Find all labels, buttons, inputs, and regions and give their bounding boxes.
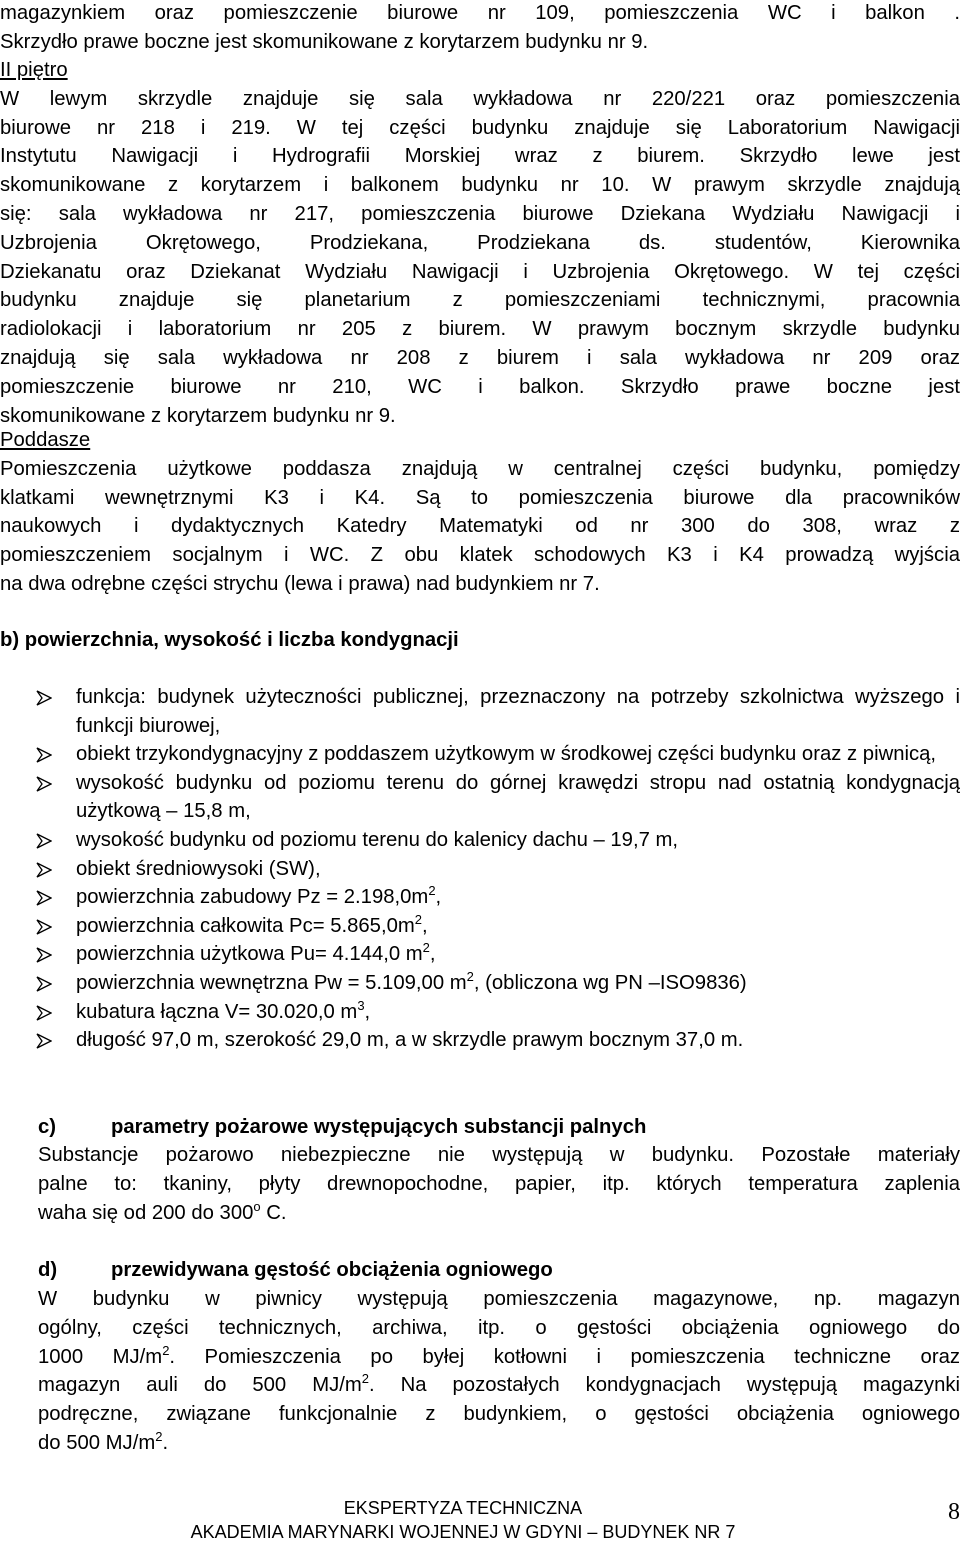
text-line: Dziekanatu oraz Dziekanat Wydziału Nawigacji i Uzbrojenia Okrętowego. W tej części (0, 260, 960, 283)
text-line: budynku znajduje się planetarium z pomieszczeniami technicznymi, pracownia (0, 289, 960, 312)
text-line: 1000 $MJ/m^2$. Pomieszczenia po byłej kotłowni i pomieszczenia techniczne oraz (38, 1342, 960, 1368)
footer-title: EKSPERTYZA TECHNICZNA (343, 1498, 583, 1518)
section-c-body (38, 1141, 960, 1227)
attic-section (0, 426, 960, 599)
footer-subtitle: AKADEMIA MARYNARKI WOJENNEJ W GDYNI – BUDYNEK NR 7 (190, 1522, 736, 1542)
arrowhead-bullet-icon (36, 833, 52, 849)
arrowhead-bullet-icon (36, 1005, 52, 1021)
text-line: podręczne, związane funkcjonalnie z budynkiem, o gęstości obciążenia ogniowego (38, 1403, 960, 1426)
arrowhead-bullet-icon (36, 690, 52, 706)
text-line: biurowe nr 218 i 219. W tej części budynku znajduje się Laboratorium Nawigacji (0, 116, 960, 139)
text-line: skomunikowane z korytarzem budynku nr 9. (0, 404, 396, 427)
text-line: Skrzydło prawe boczne jest skomunikowane z korytarzem budynku nr 9. (0, 30, 649, 53)
list-item: powierzchnia użytkowa Pu= 4.144,0 $m^2$, (36, 940, 960, 969)
text-line: ogólny, części technicznych, archiwa, itp. o gęstości obciążenia ogniowego do (38, 1316, 960, 1339)
text-line: Instytutu Nawigacji i Hydrografii Morskiej wraz z biurem. Skrzydło lewe jest (0, 145, 960, 168)
text-line: pomieszczeniem socjalnym i WC. Z obu klatek schodowych K3 i K4 prowadzą wyjścia (0, 544, 960, 567)
section-b-heading: b) powierzchnia, wysokość i liczba kondygnacji (0, 629, 459, 651)
arrowhead-bullet-icon (36, 947, 52, 963)
text-line: palne to: tkaniny, płyty drewnopochodne, papier, itp. których temperatura zaplenia (38, 1172, 960, 1195)
text-line: W budynku w piwnicy występują pomieszczenia magazynowe, np. magazyn (38, 1288, 960, 1310)
text-line: W lewym skrzydle znajduje się sala wykładowa nr 220/221 oraz pomieszczenia (0, 87, 960, 110)
list-item: długość 97,0 m, szerokość 29,0 m, a w skrzydle prawym bocznym 37,0 m. (36, 1026, 960, 1055)
section-c-label: c) (38, 1116, 57, 1138)
text-line: Substancje pożarowo niebezpieczne nie występują w budynku. Pozostałe materiały (38, 1144, 960, 1166)
list-item: wysokość budynku od poziomu terenu do górnej krawędzi stropu nad ostatnią kondygnacją użytkową – 15,8 m, (36, 769, 960, 826)
text-line: magazynkiem oraz pomieszczenie biurowe nr 109, pomieszczenia WC i balkon . (0, 2, 960, 24)
text-line: się: sala wykładowa nr 217, pomieszczenia biurowe Dziekana Wydziału Nawigacji i (0, 202, 960, 225)
arrowhead-bullet-icon (36, 862, 52, 878)
arrowhead-bullet-icon (36, 776, 52, 792)
building-parameters-list (36, 683, 960, 1055)
section-d-body (38, 1285, 960, 1458)
floor-2-section (0, 56, 960, 430)
text-line: na dwa odrębne części strychu (lewa i prawa) nad budynkiem nr 7. (0, 572, 600, 595)
text-line: znajdują się sala wykładowa nr 208 z biurem i sala wykładowa nr 209 oraz (0, 346, 960, 369)
arrowhead-bullet-icon (36, 1033, 52, 1049)
text-line: klatkami wewnętrznymi K3 i K4. Są to pomieszczenia biurowe dla pracowników (0, 486, 960, 509)
text-line: Pomieszczenia użytkowe poddasza znajdują w centralnej części budynku, pomiędzy (0, 457, 960, 480)
list-item: powierzchnia wewnętrzna Pw = 5.109,00 $m^2$, (obliczona wg PN –ISO9836) (36, 969, 960, 998)
text-line: naukowych i dydaktycznych Katedry Matematyki od nr 300 do 308, wraz z (0, 515, 960, 538)
attic-heading: Poddasze (0, 429, 91, 451)
list-item: wysokość budynku od poziomu terenu do kalenicy dachu – 19,7 m, (36, 826, 960, 855)
text-line: magazyn auli do 500 $MJ/m^2$. Na pozostałych kondygnacjach występują magazynki (38, 1371, 960, 1397)
section-d-label: d) (38, 1259, 58, 1281)
text-line: radiolokacji i laboratorium nr 205 z biurem. W prawym bocznym skrzydle budynku (0, 318, 960, 341)
text-line: skomunikowane z korytarzem i balkonem budynku nr 10. W prawym skrzydle znajdują (0, 174, 960, 197)
text-line: Uzbrojenia Okrętowego, Prodziekana, Prodziekana ds. studentów, Kierownika (0, 231, 960, 254)
section-c-heading: parametry pożarowe występujących substancji palnych (111, 1116, 647, 1138)
list-item: funkcja: budynek użyteczności publicznej, przeznaczony na potrzeby szkolnictwa wyższego i funkcji biurowej, (36, 683, 960, 740)
arrowhead-bullet-icon (36, 919, 52, 935)
arrowhead-bullet-icon (36, 890, 52, 906)
text-line: pomieszczenie biurowe nr 210, WC i balkon. Skrzydło prawe boczne jest (0, 375, 960, 398)
page-number: 8 (948, 1499, 960, 1525)
intro-paragraph (0, 0, 960, 57)
list-item: powierzchnia zabudowy $Pz = 2.198,0m^2$, (36, 883, 960, 912)
list-item: powierzchnia całkowita $Pc= 5.865,0m^2$, (36, 912, 960, 941)
list-item: obiekt średniowysoki (SW), (36, 855, 960, 884)
list-item: kubatura łączna V= 30.020,0 $m^3$, (36, 998, 960, 1027)
arrowhead-bullet-icon (36, 976, 52, 992)
list-item: obiekt trzykondygnacyjny z poddaszem użytkowym w środkowej części budynku oraz z piwnicą, (36, 740, 960, 769)
arrowhead-bullet-icon (36, 747, 52, 763)
text-line: do 500 $MJ/m^2$. (38, 1428, 169, 1454)
text-line: waha się od 200 do 300$^o$ C. (38, 1198, 287, 1224)
section-d-heading: przewidywana gęstość obciążenia ogniowego (111, 1259, 553, 1281)
floor-2-heading: II piętro (0, 59, 68, 81)
